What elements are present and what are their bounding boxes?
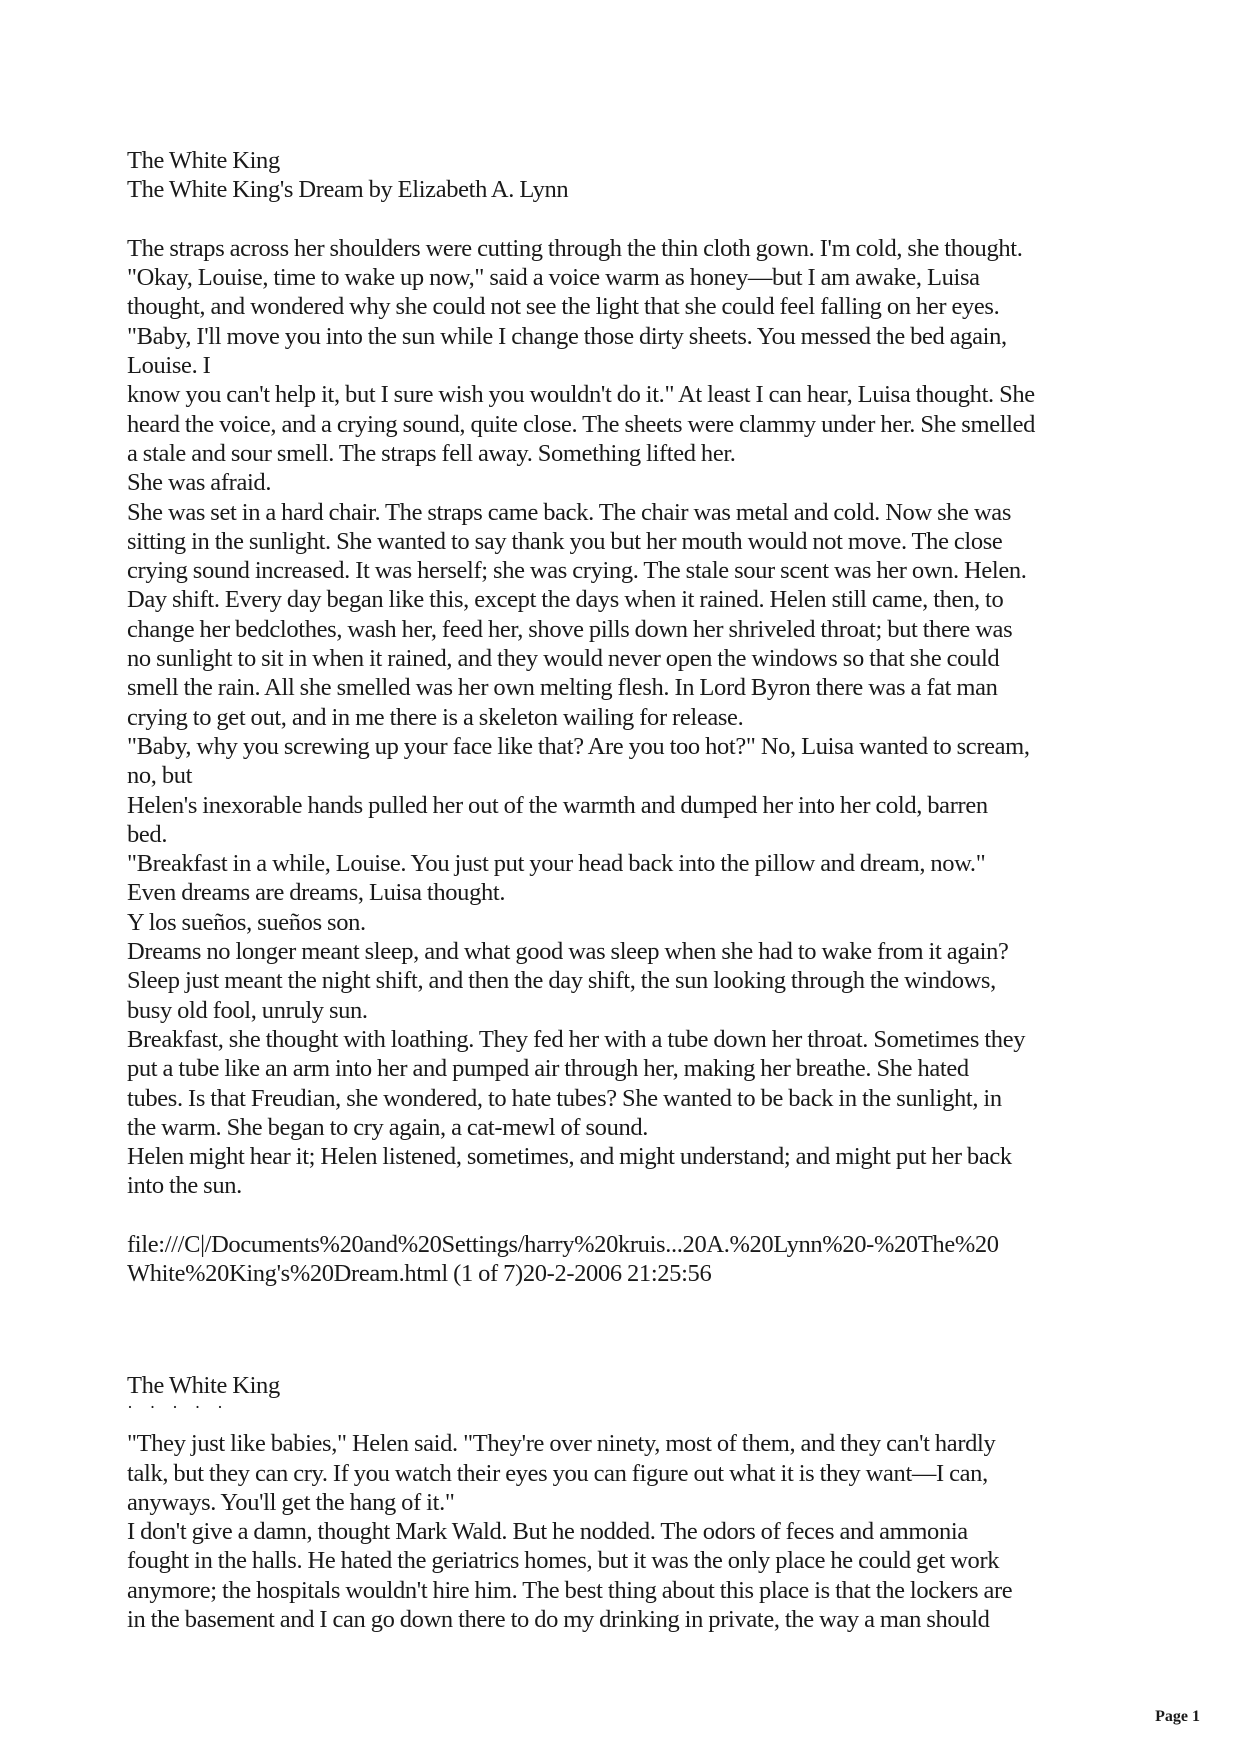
text-line: smell the rain. All she smelled was her own melting flesh. In Lord Byron there was a fat man xyxy=(127,674,998,702)
text-line: I don't give a damn, thought Mark Wald. But he nodded. The odors of feces and ammonia xyxy=(127,1518,968,1546)
text-line: "They just like babies," Helen said. "They're over ninety, most of them, and they can't hardly xyxy=(127,1430,996,1458)
text-line: talk, but they can cry. If you watch their eyes you can figure out what it is they want—I can, xyxy=(127,1459,988,1487)
page-1-content xyxy=(127,146,1127,1289)
text-line: Helen might hear it; Helen listened, sometimes, and might understand; and might put her back xyxy=(127,1143,1012,1171)
story-text xyxy=(127,234,1127,1201)
text-line: "Baby, I'll move you into the sun while I change those dirty sheets. You messed the bed again, xyxy=(127,322,1007,350)
text-line: crying to get out, and in me there is a skeleton wailing for release. xyxy=(127,703,744,731)
text-line: Y los sueños, sueños son. xyxy=(127,908,366,936)
text-line: anymore; the hospitals wouldn't hire him. The best thing about this place is that the lockers are xyxy=(127,1576,1013,1604)
source-footer xyxy=(127,1230,1127,1289)
text-line: Breakfast, she thought with loathing. They fed her with a tube down her throat. Sometimes they xyxy=(127,1025,1026,1053)
text-line: She was afraid. xyxy=(127,469,272,497)
text-line: bed. xyxy=(127,820,168,848)
text-line: tubes. Is that Freudian, she wondered, to hate tubes? She wanted to be back in the sunlight, in xyxy=(127,1084,1002,1112)
text-line: no sunlight to sit in when it rained, and they would never open the windows so that she could xyxy=(127,645,1000,673)
source-path-line: White%20King's%20Dream.html (1 of 7)20-2-2006 21:25:56 xyxy=(127,1260,712,1288)
text-line: Day shift. Every day began like this, except the days when it rained. Helen still came, then, to xyxy=(127,586,1004,614)
text-line: busy old fool, unruly sun. xyxy=(127,996,368,1024)
text-line: in the basement and I can go down there to do my drinking in private, the way a man should xyxy=(127,1606,990,1634)
text-line: no, but xyxy=(127,762,193,790)
text-line: "Okay, Louise, time to wake up now," said a voice warm as honey—but I am awake, Luisa xyxy=(127,264,980,292)
story-text xyxy=(127,1429,1127,1634)
text-line: The straps across her shoulders were cutting through the thin cloth gown. I'm cold, she thought. xyxy=(127,234,1023,262)
text-line: sitting in the sunlight. She wanted to say thank you but her mouth would not move. The close xyxy=(127,527,1003,555)
paragraph-gap xyxy=(127,1201,1127,1230)
document-title: The White King's Dream by Elizabeth A. Lynn xyxy=(127,176,569,204)
running-header: The White King xyxy=(127,147,280,174)
text-line: Louise. I xyxy=(127,352,211,380)
running-header: The White King xyxy=(127,1372,280,1399)
text-line: thought, and wondered why she could not see the light that she could feel falling on her eyes. xyxy=(127,293,1000,321)
source-path-line: file:///C|/Documents%20and%20Settings/harry%20kruis...20A.%20Lynn%20-%20The%20 xyxy=(127,1230,999,1258)
text-line: Sleep just meant the night shift, and then the day shift, the sun looking through the windows, xyxy=(127,967,996,995)
text-line: She was set in a hard chair. The straps came back. The chair was metal and cold. Now she was xyxy=(127,498,1012,526)
text-line: the warm. She began to cry again, a cat-mewl of sound. xyxy=(127,1113,649,1141)
text-line: into the sun. xyxy=(127,1172,242,1200)
text-line: know you can't help it, but I sure wish you wouldn't do it." At least I can hear, Luisa thought. She xyxy=(127,381,1035,409)
text-line: heard the voice, and a crying sound, quite close. The sheets were clammy under her. She smelled xyxy=(127,410,1036,438)
text-line: anyways. You'll get the hang of it." xyxy=(127,1488,455,1516)
page-number: Page 1 xyxy=(1155,1708,1200,1725)
text-line: crying sound increased. It was herself; she was crying. The stale sour scent was her own. Helen. xyxy=(127,557,1027,585)
text-line: fought in the halls. He hated the geriatrics homes, but it was the only place he could get work xyxy=(127,1547,1000,1575)
section-break: · · · · · xyxy=(127,1397,229,1418)
text-line: put a tube like an arm into her and pumped air through her, making her breathe. She hated xyxy=(127,1055,969,1083)
page-2-content xyxy=(127,1371,1127,1634)
text-line: Even dreams are dreams, Luisa thought. xyxy=(127,879,506,907)
text-line: Dreams no longer meant sleep, and what good was sleep when she had to wake from it again? xyxy=(127,938,1009,966)
text-line: Helen's inexorable hands pulled her out of the warmth and dumped her into her cold, barren xyxy=(127,791,988,819)
text-line: "Baby, why you screwing up your face like that? Are you too hot?" No, Luisa wanted to scream, xyxy=(127,732,1030,760)
text-line: "Breakfast in a while, Louise. You just put your head back into the pillow and dream, now." xyxy=(127,850,986,878)
text-line: change her bedclothes, wash her, feed her, shove pills down her shriveled throat; but there was xyxy=(127,615,1013,643)
paragraph-gap xyxy=(127,205,1127,234)
text-line: a stale and sour smell. The straps fell away. Something lifted her. xyxy=(127,439,736,467)
